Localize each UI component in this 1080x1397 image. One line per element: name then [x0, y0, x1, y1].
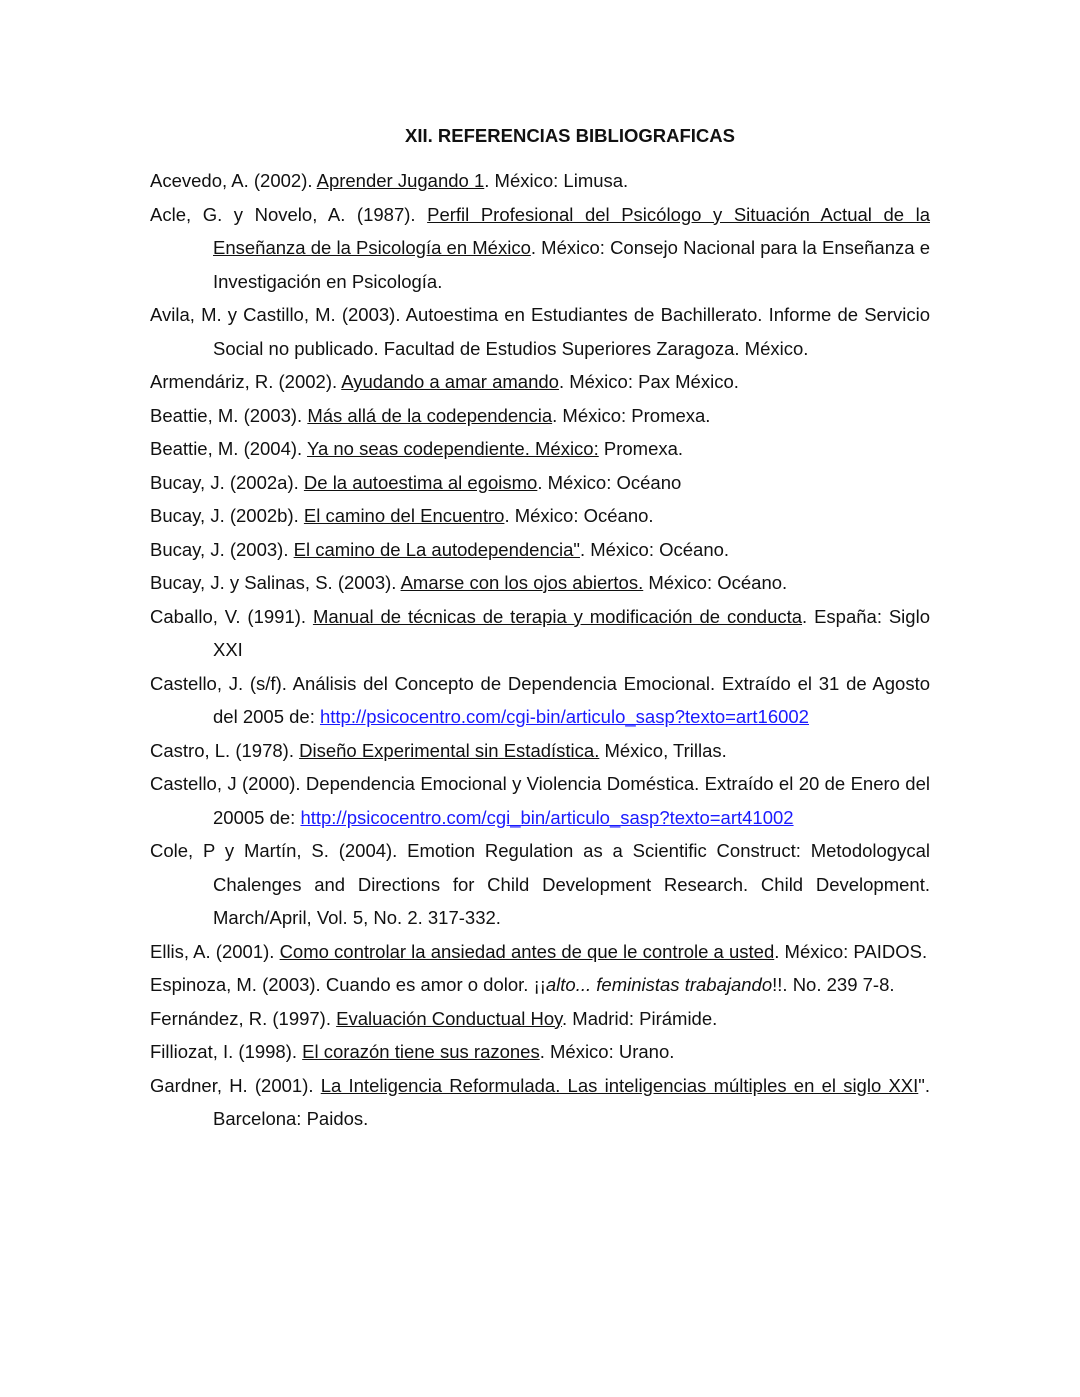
reference-title: Más allá de la codependencia [307, 404, 553, 426]
reference-entry [150, 1069, 930, 1136]
reference-text: ". Barcelona: Paidos. [213, 1074, 930, 1129]
reference-text: . México: Pax México. [558, 371, 739, 392]
reference-entry [150, 935, 930, 969]
reference-entry [150, 667, 930, 734]
reference-title: Como controlar la ansiedad antes de que le controle a usted [279, 940, 775, 962]
reference-text: Castello, J. (s/f). Análisis del Concepto de Dependencia Emocional. Extraído el 31 de Agosto del 2005 de: [150, 672, 930, 727]
reference-text: . México: Limusa. [484, 170, 629, 191]
reference-entry [150, 533, 930, 567]
reference-text: Bucay, J. y Salinas, S. (2003). [150, 572, 401, 593]
reference-text: Avila, M. y Castillo, M. (2003). Autoestima en Estudiantes de Bachillerato. Informe de Servicio Social no publicado. Facultad de Estudios Superiores Zaragoza. México. [150, 304, 930, 359]
reference-text: . México: Promexa. [552, 404, 711, 426]
reference-title: Ayudando a amar amando [341, 371, 559, 392]
reference-text: Castro, L. (1978). [150, 739, 300, 761]
page-title: XII. REFERENCIAS BIBLIOGRAFICAS [405, 125, 735, 146]
reference-title: Perfil Profesional del Psicólogo y Situación Actual de la Enseñanza de la Psicología en México [213, 203, 930, 258]
reference-text: Espinoza, M. (2003). Cuando es amor o dolor. ¡¡ [150, 974, 546, 995]
reference-title: Amarse con los ojos abiertos. [400, 572, 644, 593]
reference-entry [150, 164, 930, 198]
reference-text: . México: PAIDOS. [774, 940, 928, 962]
reference-text: . España: Siglo XXI [213, 605, 930, 660]
reference-text: Bucay, J. (2003). [150, 538, 294, 560]
reference-title: Diseño Experimental sin Estadística. [299, 739, 600, 761]
reference-text: !!. No. 239 7-8. [772, 974, 895, 995]
reference-entry [150, 365, 930, 399]
reference-title: El camino del Encuentro [303, 505, 505, 526]
reference-entry [150, 466, 930, 500]
reference-entry [150, 432, 930, 466]
reference-text: . Madrid: Pirámide. [562, 1007, 718, 1029]
reference-text: Armendáriz, R. (2002). [150, 371, 342, 392]
reference-text: . México: Océano. [579, 538, 730, 560]
reference-text: Bucay, J. (2002b). [150, 505, 304, 526]
reference-entry [150, 734, 930, 768]
reference-entry [150, 298, 930, 365]
reference-text: Acevedo, A. (2002). [150, 170, 317, 191]
reference-text: Bucay, J. (2002a). [150, 471, 304, 493]
reference-title: El corazón tiene sus razones [302, 1041, 540, 1062]
reference-journal: alto... feministas trabajando [545, 974, 773, 995]
reference-text: Cole, P y Martín, S. (2004). Emotion Regulation as a Scientific Construct: Metodologycal Chalenges and Directions for Child Development Research. Child Development. March/April, Vol. 5, No. 2. 317-332. [150, 840, 930, 928]
reference-title: Ya no seas codependiente. México: [307, 438, 599, 459]
reference-text: Beattie, M. (2003). [150, 404, 308, 426]
reference-title: Aprender Jugando 1 [316, 170, 485, 191]
reference-url-link[interactable]: http://psicocentro.com/cgi-bin/articulo_sasp?texto=art16002 [319, 706, 809, 727]
reference-text: . México: Consejo Nacional para la Enseñanza e Investigación en Psicología. [213, 237, 930, 292]
reference-title: Evaluación Conductual Hoy [336, 1007, 563, 1029]
reference-entry [150, 198, 930, 299]
reference-text: Filliozat, I. (1998). [150, 1041, 303, 1062]
reference-title: Manual de técnicas de terapia y modificación de conducta [312, 605, 803, 627]
reference-entry [150, 1035, 930, 1069]
reference-text: Promexa. [598, 438, 684, 459]
reference-text: Castello, J (2000). Dependencia Emocional y Violencia Doméstica. Extraído el 20 de Enero del 20005 de: [150, 773, 930, 828]
reference-text: Gardner, H. (2001). [150, 1074, 321, 1096]
reference-text: . México: Océano. [504, 505, 654, 526]
reference-entry [150, 834, 930, 935]
reference-entry [150, 767, 930, 834]
reference-text: México: Océano. [643, 572, 788, 593]
reference-entry [150, 600, 930, 667]
reference-entry [150, 499, 930, 533]
reference-text: Fernández, R. (1997). [150, 1007, 337, 1029]
reference-url-link[interactable]: http://psicocentro.com/cgi_bin/articulo_sasp?texto=art41002 [300, 806, 794, 828]
reference-text: Caballo, V. (1991). [150, 605, 313, 627]
reference-text: Ellis, A. (2001). [150, 940, 280, 962]
reference-list [150, 164, 930, 1136]
reference-text: Acle, G. y Novelo, A. (1987). [150, 203, 428, 225]
reference-entry [150, 968, 930, 1002]
reference-text: México, Trillas. [599, 739, 727, 761]
reference-title: La Inteligencia Reformulada. Las inteligencias múltiples en el siglo XXI [320, 1074, 919, 1096]
reference-entry [150, 1002, 930, 1036]
reference-text: . México: Océano [537, 471, 682, 493]
reference-title: De la autoestima al egoismo [303, 471, 538, 493]
reference-title: El camino de La autodependencia" [293, 538, 580, 560]
reference-entry [150, 399, 930, 433]
reference-text: . México: Urano. [539, 1041, 675, 1062]
reference-entry [150, 566, 930, 600]
reference-text: Beattie, M. (2004). [150, 438, 307, 459]
